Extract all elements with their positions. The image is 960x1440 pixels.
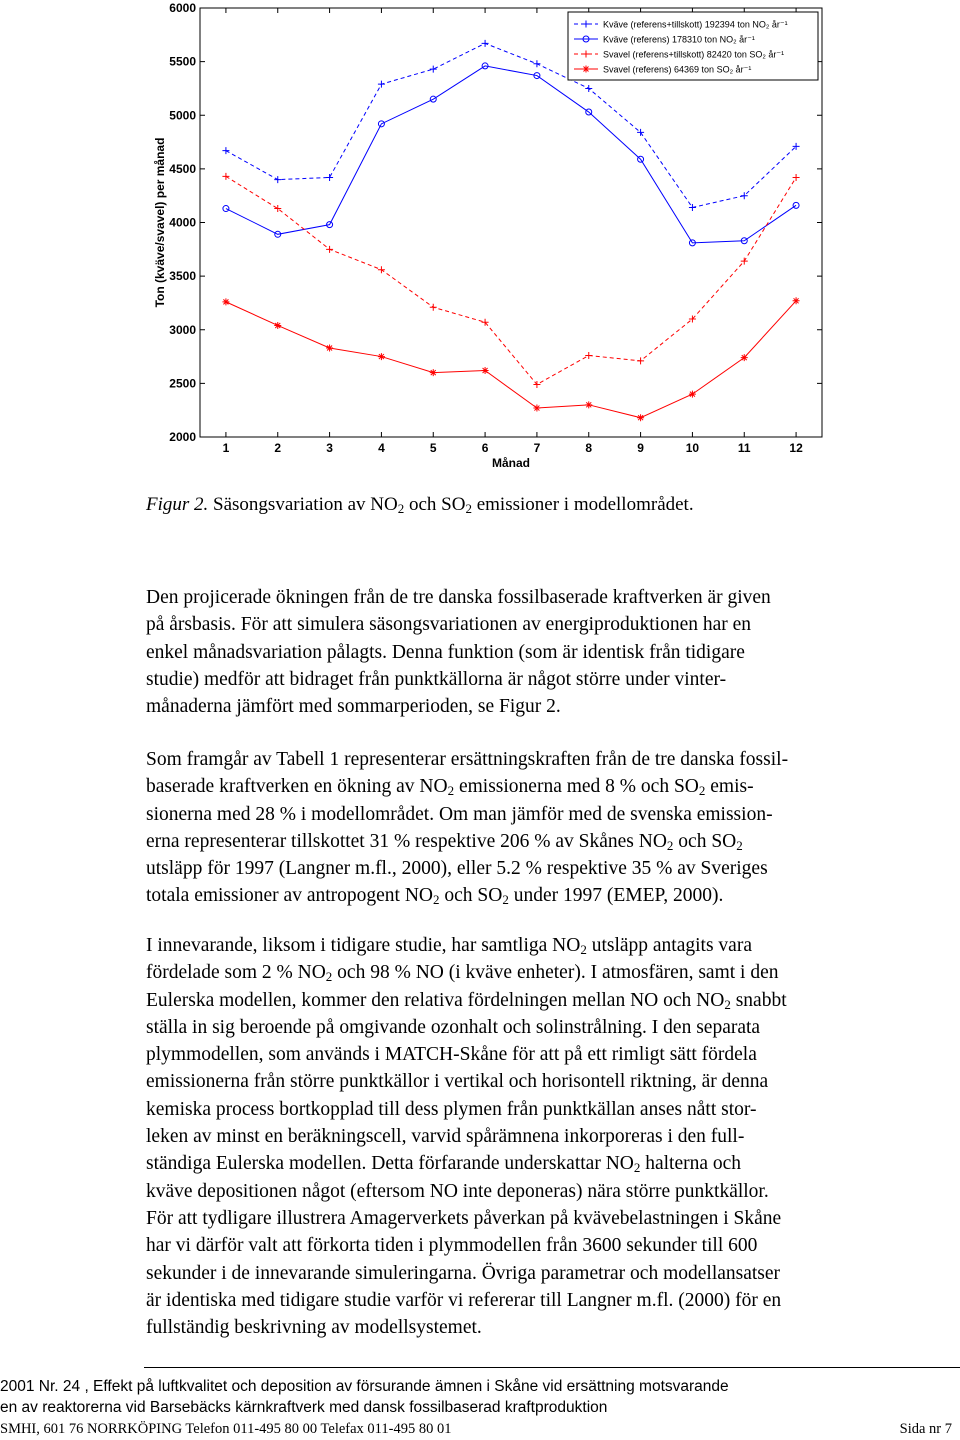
paragraph-1-line: enkel månadsvariation pålagts. Denna funktion (som är identisk från tidigare — [146, 641, 745, 663]
data-point-plus — [482, 40, 489, 47]
series-line-3 — [226, 176, 796, 384]
data-point-plus — [326, 174, 333, 181]
data-point-star — [585, 401, 592, 408]
paragraph-3-line: ställa in sig beroende på omgivande ozonhalt och solinstrålning. I den separata — [146, 1016, 761, 1038]
paragraph-2-line: sionerna med 28 % i modellområdet. Om man jämför med de svenska emission- — [146, 803, 773, 825]
paragraph-3-line: kväve depositionen något (eftersom NO inte deponeras) nära större punktkällor. — [146, 1180, 769, 1202]
data-point-star — [274, 322, 281, 329]
x-tick-label: 5 — [429, 441, 437, 455]
paragraph-3-text: halterna och — [640, 1153, 742, 1175]
legend-entry-label: Svavel (referens) 64369 ton SO₂ år⁻¹ — [603, 64, 752, 75]
x-axis-label: Månad — [491, 456, 531, 470]
paragraph-2-line — [146, 882, 921, 909]
paragraph-3-line — [146, 987, 921, 1014]
paragraph-3 — [146, 932, 921, 1341]
data-point-star — [741, 354, 748, 361]
paragraph-2-text: baserade kraftverken en ökning av NO — [146, 776, 448, 798]
x-tick-label: 10 — [685, 441, 700, 455]
paragraph-3-line — [146, 1150, 921, 1177]
paragraph-2-text: totala emissioner av antropogent NO — [146, 885, 434, 907]
paragraph-1-line: på årsbasis. För att simulera säsongsvariationen av energiproduktionen har en — [146, 614, 752, 636]
x-tick-label: 6 — [481, 441, 489, 455]
subscript: 2 — [325, 969, 333, 985]
data-point-star — [583, 66, 590, 73]
data-point-plus — [585, 85, 592, 92]
x-tick-label: 11 — [737, 441, 751, 455]
y-tick-label: 5000 — [169, 108, 196, 123]
paragraph-3-text: ständiga Eulerska modellen. Detta förfarande underskattar NO — [146, 1153, 634, 1175]
paragraph-1-line: studie) medför att bidraget från punktkällorna är något större under vinter- — [146, 668, 727, 690]
footer-address-line — [0, 1421, 952, 1438]
data-point-plus — [793, 174, 800, 181]
data-point-star — [222, 298, 229, 305]
paragraph-2-text: och SO — [439, 885, 503, 907]
paragraph-2-line: Som framgår av Tabell 1 representerar ersättningskraften från de tre danska fossil- — [146, 749, 789, 770]
paragraph-2-text: emissionerna med 8 % och SO — [454, 776, 699, 798]
paragraph-2 — [146, 746, 921, 910]
data-point-plus — [222, 147, 229, 154]
paragraph-3-line: leken av minst en beräkningscell, varvid spårämnena inkorporeras i den full- — [146, 1126, 745, 1148]
x-tick-label: 7 — [533, 441, 541, 455]
figure-caption-text-a: Säsongsvariation av NO — [208, 494, 398, 515]
legend-entry-label: Kväve (referens) 178310 ton NO₂ år⁻¹ — [603, 34, 755, 45]
legend-entry-label: Kväve (referens+tillskott) 192394 ton NO₂ år⁻¹ — [603, 19, 788, 30]
paragraph-3-text: I innevarande, liksom i tidigare studie, har samtliga NO — [146, 935, 581, 956]
y-tick-label: 2500 — [169, 376, 196, 391]
paragraph-3-line — [146, 932, 921, 959]
paragraph-2-line — [146, 828, 921, 855]
paragraph-3-line: emissionerna från större punktkällor i vertikal och horisontell riktning, är denna — [146, 1071, 769, 1093]
data-point-circle — [223, 206, 229, 212]
legend-entry-label: Svavel (referens+tillskott) 82420 ton SO₂ år⁻¹ — [603, 49, 785, 60]
figure-caption-sub-a: 2 — [397, 501, 405, 516]
paragraph-3-line: kemiska process bortkopplad till dess plymen från punktkällan anses nått stor- — [146, 1098, 757, 1120]
figure-caption-label: Figur 2. — [146, 494, 209, 515]
data-point-plus — [222, 173, 229, 180]
subscript: 2 — [447, 783, 455, 799]
x-tick-label: 1 — [222, 441, 230, 455]
subscript: 2 — [666, 837, 674, 853]
data-point-plus — [430, 304, 437, 311]
x-tick-label: 12 — [789, 441, 803, 455]
data-point-plus — [689, 204, 696, 211]
paragraph-3-text: Eulerska modellen, kommer den relativa fördelningen mellan NO och NO — [146, 989, 725, 1011]
paragraph-3-text: och 98 % NO (i kväve enheter). I atmosfären, samt i den — [332, 962, 779, 984]
paragraph-3-line: är identiska med tidigare studie varför vi refererar till Langner m.fl. (2000) för en — [146, 1289, 782, 1311]
series-line-2 — [226, 66, 796, 243]
data-point-plus — [533, 60, 540, 67]
y-tick-label: 5500 — [169, 54, 196, 69]
paragraph-2-text: under 1997 (EMEP, 2000). — [508, 885, 724, 907]
paragraph-3-line — [146, 959, 921, 986]
data-point-plus — [378, 266, 385, 273]
paragraph-3-line: sekunder i de innevarande simuleringarna. Övriga parametrar och modellansatser — [146, 1262, 781, 1284]
paragraph-1-line: Den projicerade ökningen från de tre danska fossilbaserade kraftverken är given — [146, 587, 771, 608]
y-axis-label: Ton (kväve/svavel) per månad — [153, 137, 167, 308]
paragraph-2-line: utsläpp för 1997 (Langner m.fl., 2000), eller 5.2 % respektive 35 % av Sveriges — [146, 858, 768, 880]
data-point-star — [793, 297, 800, 304]
y-tick-label: 3500 — [169, 269, 196, 284]
paragraph-3-text: snabbt — [730, 989, 787, 1011]
paragraph-3-line: För att tydligare illustrera Amagerverkets påverkan på kvävebelastningen i Skåne — [146, 1207, 782, 1229]
subscript: 2 — [433, 892, 440, 908]
data-point-plus — [585, 352, 592, 359]
paragraph-2-text: och SO — [673, 830, 737, 852]
data-point-star — [533, 405, 540, 412]
subscript: 2 — [736, 837, 743, 853]
footer-report-subtitle: en av reaktorerna vid Barsebäcks kärnkraftverk med dansk fossilbaserad kraftproduktion — [0, 1399, 608, 1416]
x-tick-label: 4 — [378, 441, 385, 455]
footer-divider — [144, 1367, 960, 1368]
data-point-star — [378, 353, 385, 360]
footer-address: SMHI, 601 76 NORRKÖPING Telefon 011-495 80 00 Telefax 011-495 80 01 — [0, 1421, 452, 1437]
series-line-4 — [226, 301, 796, 418]
figure-caption-text-b: och SO — [404, 494, 466, 515]
data-point-plus — [637, 357, 644, 364]
x-tick-label: 9 — [637, 441, 644, 455]
figure-caption — [146, 494, 694, 516]
data-point-star — [689, 391, 696, 398]
y-tick-label: 4500 — [169, 161, 196, 176]
emission-chart — [150, 0, 830, 475]
paragraph-3-text: fördelade som 2 % NO — [146, 962, 326, 984]
paragraph-2-text: erna representerar tillskottet 31 % respektive 206 % av Skånes NO — [146, 830, 667, 852]
data-point-star — [637, 414, 644, 421]
footer-report-title: 2001 Nr. 24 , Effekt på luftkvalitet och deposition av försurande ämnen i Skåne vid ersättning motsvarande — [0, 1378, 729, 1395]
paragraph-3-line: fullständig beskrivning av modellsystemet. — [146, 1317, 482, 1339]
subscript: 2 — [633, 1160, 641, 1176]
data-point-star — [430, 369, 437, 376]
data-point-star — [482, 367, 489, 374]
paragraph-2-text: emis- — [705, 776, 754, 798]
page-number: Sida nr 7 — [899, 1421, 952, 1437]
emission-chart-svg — [150, 0, 830, 475]
figure-caption-text-c: emissioner i modellområdet. — [471, 494, 694, 515]
x-tick-label: 3 — [326, 441, 333, 455]
data-point-plus — [274, 176, 281, 183]
y-tick-label: 4000 — [169, 215, 196, 230]
subscript: 2 — [698, 783, 706, 799]
paragraph-3-text: utsläpp antagits vara — [586, 935, 752, 956]
subscript: 2 — [724, 996, 731, 1012]
subscript: 2 — [580, 942, 587, 957]
data-point-star — [326, 344, 333, 351]
paragraph-1 — [146, 584, 921, 720]
x-tick-label: 8 — [585, 441, 593, 455]
paragraph-2-line — [146, 773, 921, 800]
x-tick-label: 2 — [274, 441, 282, 455]
data-point-plus — [378, 81, 385, 88]
paragraph-1-line: månaderna jämfört med sommarperioden, se Figur 2. — [146, 696, 561, 718]
paragraph-3-line: har vi därför valt att förkorta tiden i plymmodellen från 3600 sekunder till 600 — [146, 1235, 758, 1257]
data-point-plus — [326, 246, 333, 253]
y-tick-label: 3000 — [169, 322, 196, 337]
figure-caption-sub-b: 2 — [465, 501, 472, 516]
y-tick-label: 6000 — [169, 1, 196, 15]
data-point-plus — [430, 66, 437, 73]
paragraph-3-line: plymmodellen, som används i MATCH-Skåne för att på ett rimligt sätt fördela — [146, 1044, 757, 1066]
subscript: 2 — [502, 892, 509, 908]
y-tick-label: 2000 — [169, 430, 196, 444]
